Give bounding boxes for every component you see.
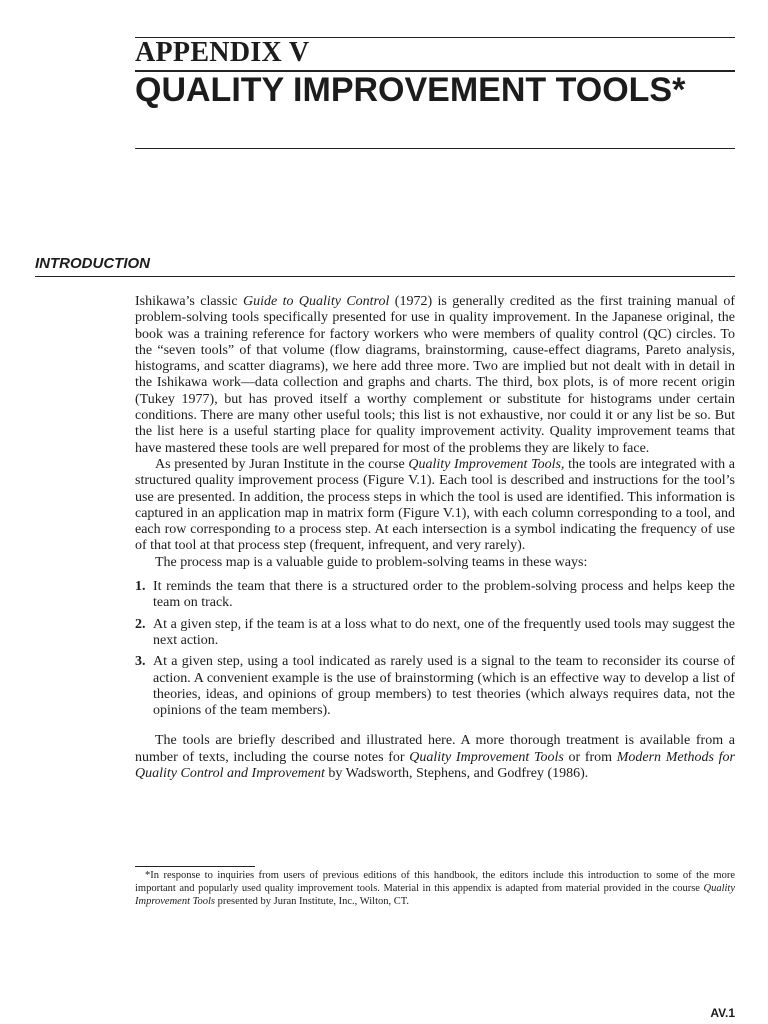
title-bottom-rule (135, 148, 735, 149)
text-run: the tools are integrated with a structured quality improvement process (Figure V.1). Each tool is described and instructions for the tool’s use are presented. In addition, the process steps in which the tool is used are identified. This information is captured in an application map in matrix form (Figure V.1), with each column corresponding to a tool, and each row corresponding to a process step. At each intersection is a symbol indicating the frequency of use of that tool at that process step (frequent, infrequent, and very rarely). (135, 456, 735, 554)
paragraph-2 (135, 457, 735, 555)
list-number: 2. (135, 616, 146, 632)
text-run: *In response to inquiries from users of previous editions of this handbook, the editors include this introduction to some of the more important and popularly used quality improvement tools. Material in this appendix is adapted from material provided in the course (135, 870, 735, 894)
body-text (135, 294, 735, 782)
footnote-rule (135, 866, 255, 867)
text-run: (1972) is generally credited as the first training manual of problem-solving tools specifically presented for use in quality improvement. In the Japanese original, the book was a training reference for factory workers who were members of quality control (QC) circles. To the “seven tools” of that volume (flow diagrams, brainstorming, cause-effect diagrams, Pareto analysis, histograms, and scatter diagrams), we here add three more. Two are implied but not dealt with in detail in the Ishikawa work—data collection and graphs and charts. The third, box plots, is of more recent origin (Tukey 1977), but has proved itself a worthy complement or substitute for histograms under certain conditions. There are many other useful tools; this list is not exhaustive, nor could it or any list be so. But the list here is a useful starting place for quality improvement activity. Quality improvement teams that have mastered these tools are well prepared for most of the problems they are likely to face. (135, 294, 735, 456)
text-run: Ishikawa’s classic (135, 294, 244, 309)
list-item (135, 654, 735, 719)
course-title: Quality Improvement Tools, (408, 456, 565, 472)
paragraph-1 (135, 294, 735, 457)
numbered-list (135, 579, 735, 719)
book-title: Modern Methods for Quality Control and Improvement (135, 749, 735, 782)
list-text: It reminds the team that there is a structured order to the problem-solving process and helps keep the team on track. (153, 579, 735, 611)
text-run: or from (563, 749, 617, 765)
paragraph-4 (135, 733, 735, 782)
page-number: AV.1 (710, 1006, 735, 1020)
list-item (135, 579, 735, 612)
book-title: Guide to Quality Control (243, 294, 390, 309)
text-run: As presented by Juran Institute in the course (155, 456, 409, 472)
text-run: by Wadsworth, Stephens, and Godfrey (1986). (324, 766, 589, 782)
text-run: presented by Juran Institute, Inc., Wilton, CT. (215, 896, 409, 907)
list-text: At a given step, if the team is at a loss what to do next, one of the frequently used tools may suggest the next action. (153, 616, 735, 648)
course-title: Quality Improvement Tools (409, 749, 564, 765)
chapter-title: QUALITY IMPROVEMENT TOOLS* (135, 71, 686, 109)
paragraph-3: The process map is a valuable guide to problem-solving teams in these ways: (155, 554, 588, 570)
list-number: 3. (135, 654, 146, 670)
footnote (135, 869, 735, 908)
section-heading: INTRODUCTION (35, 255, 150, 272)
list-number: 1. (135, 579, 146, 595)
list-item (135, 617, 735, 650)
text-run: The tools are briefly described and illustrated here. A more thorough treatment is available from a number of texts, including the course notes for (135, 733, 735, 765)
appendix-label: APPENDIX V (135, 37, 310, 68)
list-text: At a given step, using a tool indicated as rarely used is a signal to the team to reconsider its course of action. A convenient example is the use of brainstorming (which is an effective way to develop a list of theories, ideas, and opinions of group members) to test theories (which always requires data, not the opinions of the team members). (153, 654, 735, 719)
course-title: Quality Improvement Tools (135, 883, 735, 907)
section-rule (35, 276, 735, 277)
